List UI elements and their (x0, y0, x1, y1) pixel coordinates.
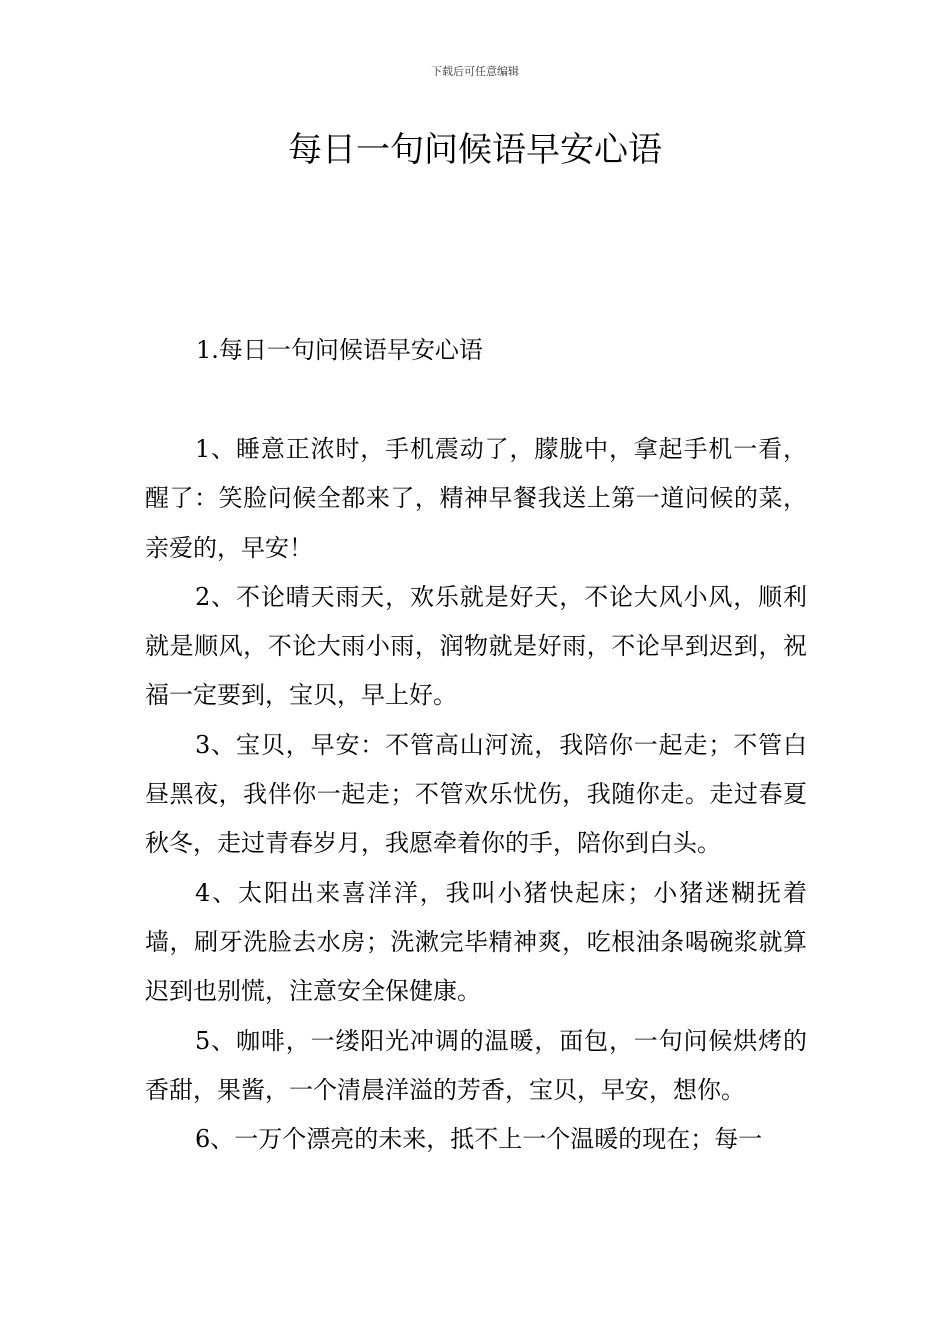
paragraph-6: 6、一万个漂亮的未来，抵不上一个温暖的现在；每一 (195, 1125, 763, 1154)
paragraph-5: 5、咖啡，一缕阳光冲调的温暖，面包，一句问候烘烤的香甜，果酱，一个清晨洋溢的芳香，宝贝，早安，想你。 (145, 1026, 807, 1104)
paragraph-1: 1、睡意正浓时，手机震动了，朦胧中，拿起手机一看，醒了：笑脸问候全都来了，精神早餐我送上第一道问候的菜，亲爱的，早安！ (145, 435, 807, 562)
body-text (145, 425, 807, 1164)
document-title: 每日一句问候语早安心语 (288, 130, 662, 170)
paragraph-4: 4、太阳出来喜洋洋，我叫小猪快起床；小猪迷糊抚着墙，刷牙洗脸去水房；洗漱完毕精神爽，吃根油条喝碗浆就算迟到也别慌，注意安全保健康。 (145, 878, 807, 1006)
section-heading: 1.每日一句问候语早安心语 (196, 336, 483, 364)
paragraph-2: 2、不论晴天雨天，欢乐就是好天，不论大风小风，顺利就是顺风，不论大雨小雨，润物就是好雨，不论早到迟到，祝福一定要到，宝贝，早上好。 (145, 582, 807, 710)
header-note: 下载后可任意编辑 (431, 65, 519, 78)
paragraph-3: 3、宝贝，早安：不管高山河流，我陪你一起走；不管白昼黑夜，我伴你一起走；不管欢乐忧伤，我随你走。走过春夏秋冬，走过青春岁月，我愿牵着你的手，陪你到白头。 (145, 730, 807, 858)
